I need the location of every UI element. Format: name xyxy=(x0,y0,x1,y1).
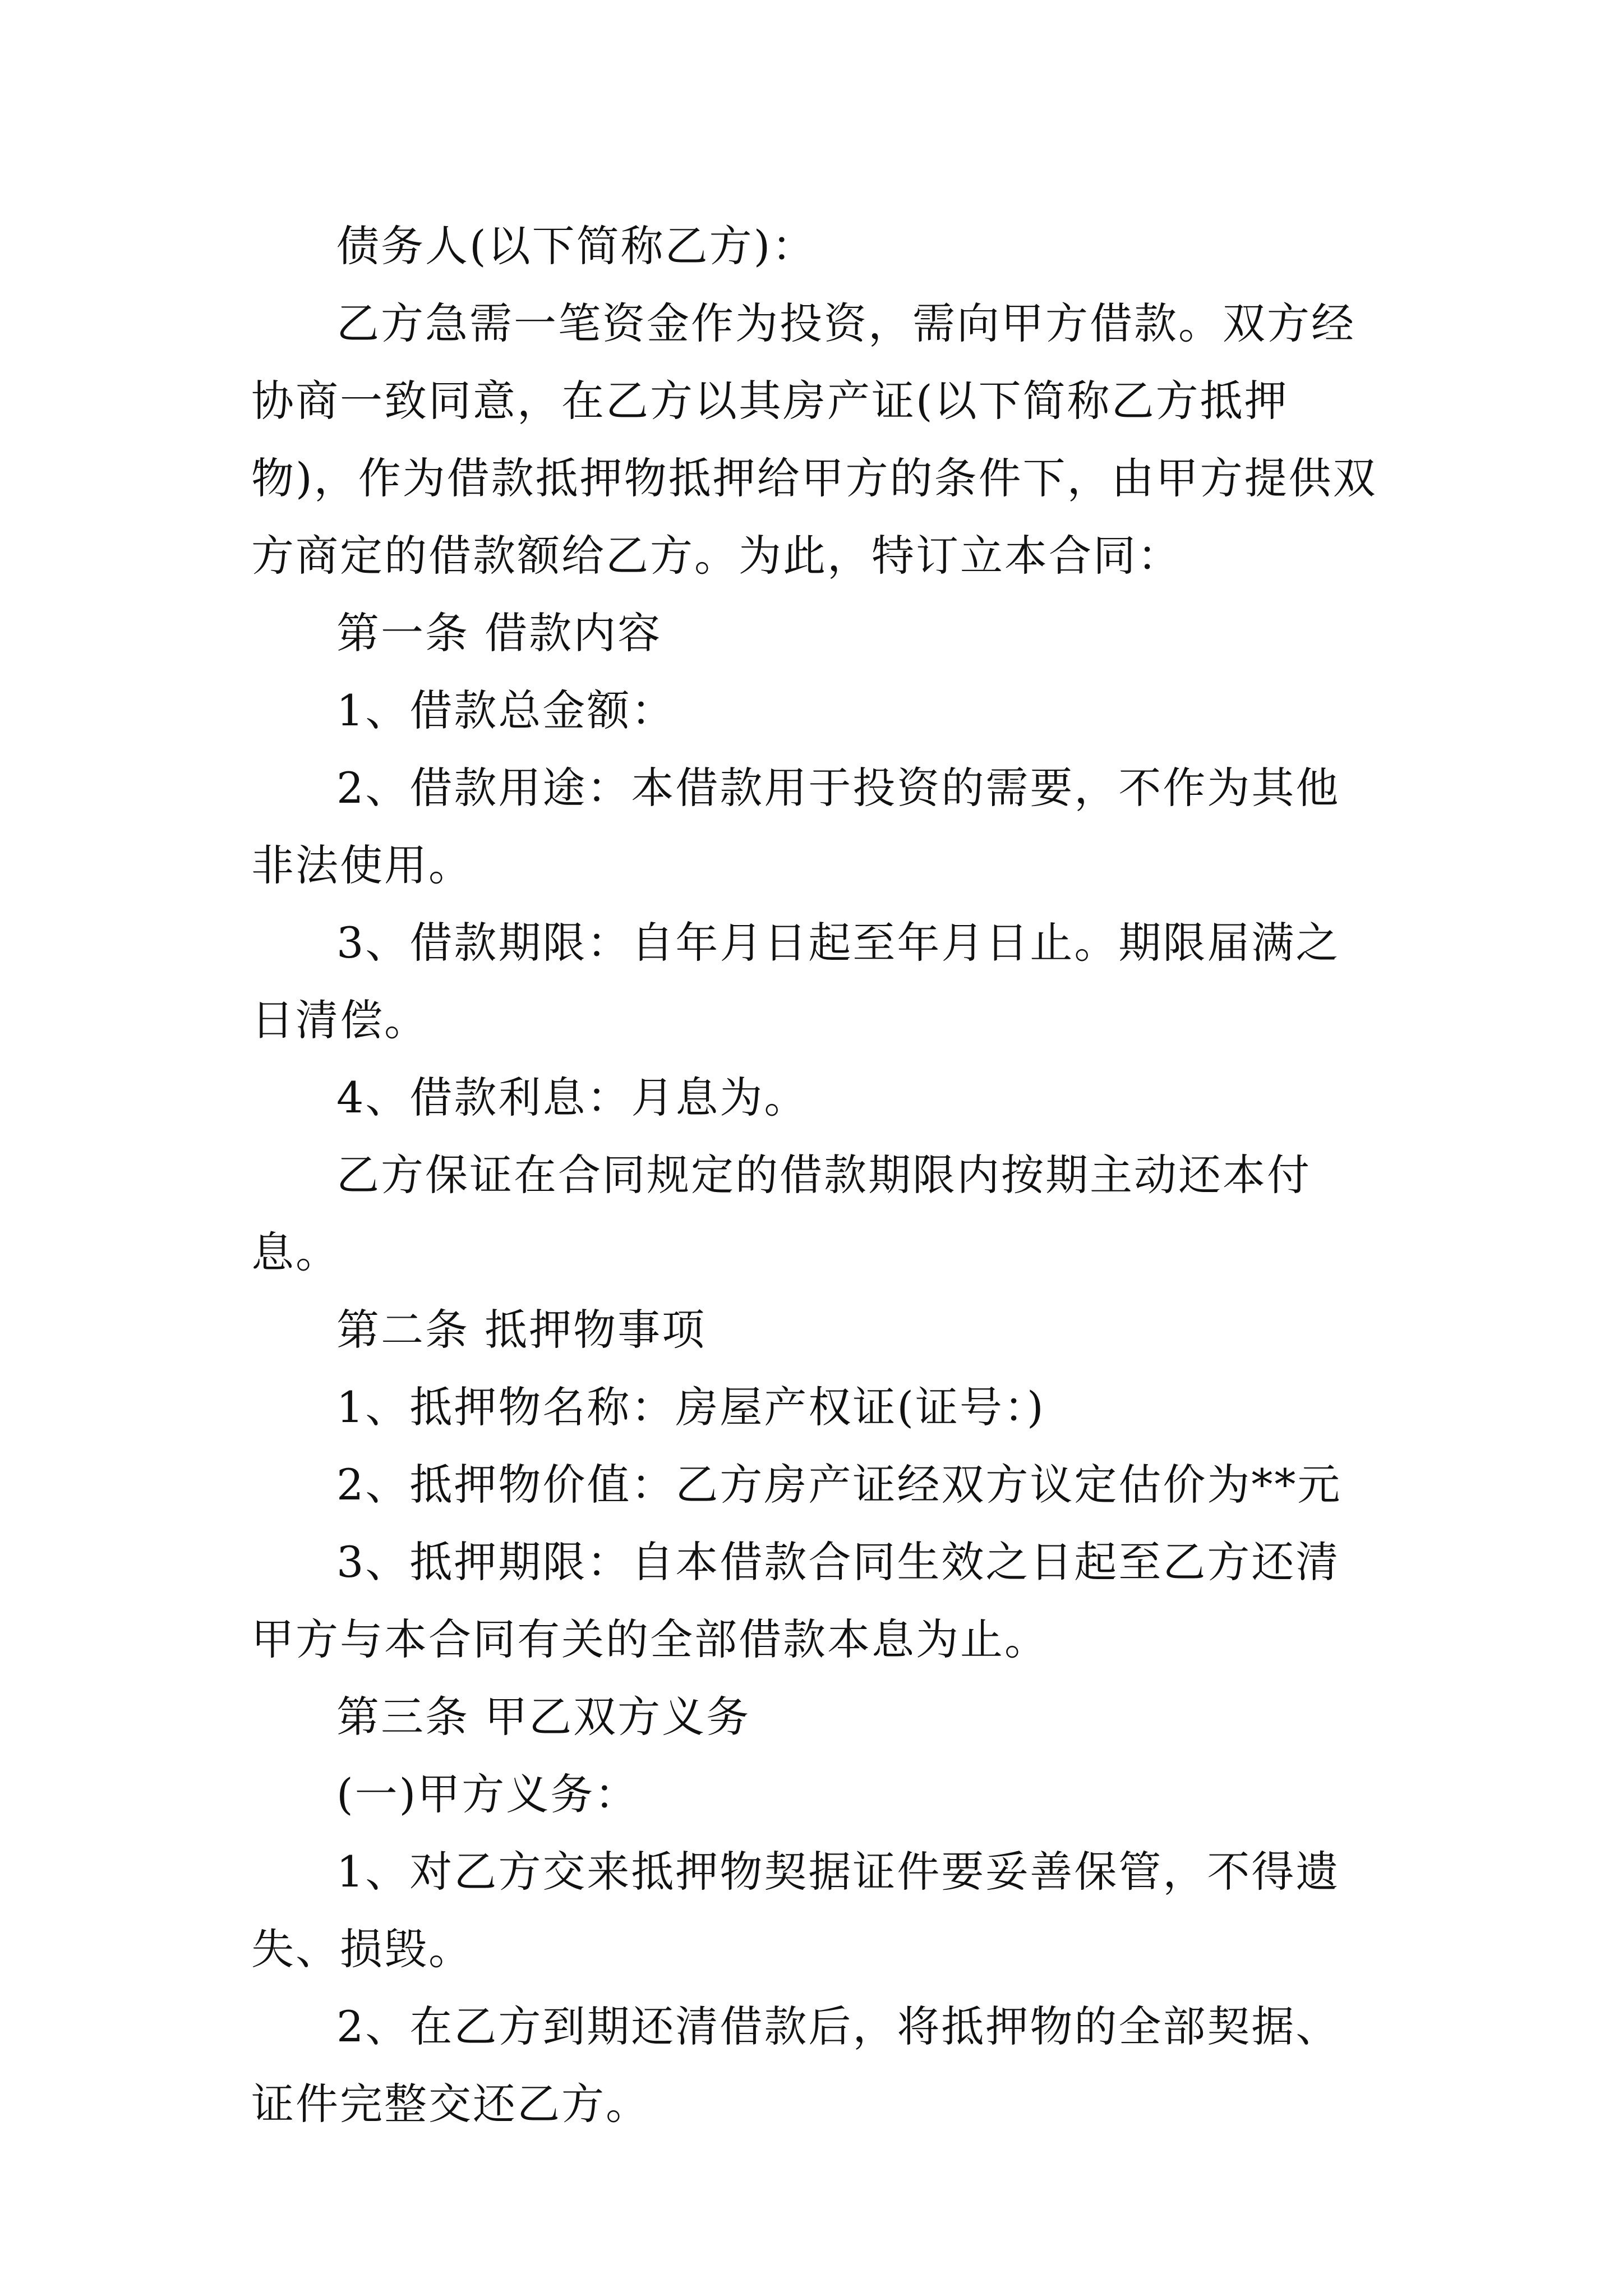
subheading-party-a-obligations: (一)甲方义务： xyxy=(336,1769,639,1819)
paragraph-safekeeping: 1、对乙方交来抵押物契据证件要妥善保管，不得遗失、损毁。 xyxy=(251,1847,1340,1974)
paragraph-collateral-name: 1、抵押物名称：房屋产权证(证号：) xyxy=(336,1382,1045,1432)
heading-article-1: 第一条 借款内容 xyxy=(336,608,662,658)
paragraph-collateral-value: 2、抵押物价值：乙方房产证经双方议定估价为**元 xyxy=(336,1460,1342,1510)
heading-article-3: 第三条 甲乙双方义务 xyxy=(336,1692,751,1742)
paragraph-loan-purpose: 2、借款用途：本借款用于投资的需要，不作为其他非法使用。 xyxy=(251,763,1340,890)
document-body xyxy=(251,208,1384,2143)
paragraph-repayment-guarantee: 乙方保证在合同规定的借款期限内按期主动还本付息。 xyxy=(251,1150,1311,1277)
paragraph-return-documents: 2、在乙方到期还清借款后，将抵押物的全部契据、证件完整交还乙方。 xyxy=(251,2001,1340,2129)
paragraph-loan-interest: 4、借款利息：月息为。 xyxy=(336,1073,809,1122)
paragraph-loan-amount: 1、借款总金额： xyxy=(336,685,676,735)
paragraph-debtor: 债务人(以下简称乙方)： xyxy=(336,221,817,271)
paragraph-loan-term: 3、借款期限：自年月日起至年月日止。期限届满之日清偿。 xyxy=(251,918,1340,1045)
paragraph-collateral-term: 3、抵押期限：自本借款合同生效之日起至乙方还清甲方与本合同有关的全部借款本息为止。 xyxy=(251,1537,1340,1664)
paragraph-preamble: 乙方急需一笔资金作为投资，需向甲方借款。双方经协商一致同意，在乙方以其房产证(以下简称乙方抵押物)，作为借款抵押物抵押给甲方的条件下，由甲方提供双方商定的借款额给乙方。为此，特订立本合同： xyxy=(251,298,1377,581)
heading-article-2: 第二条 抵押物事项 xyxy=(336,1305,707,1355)
